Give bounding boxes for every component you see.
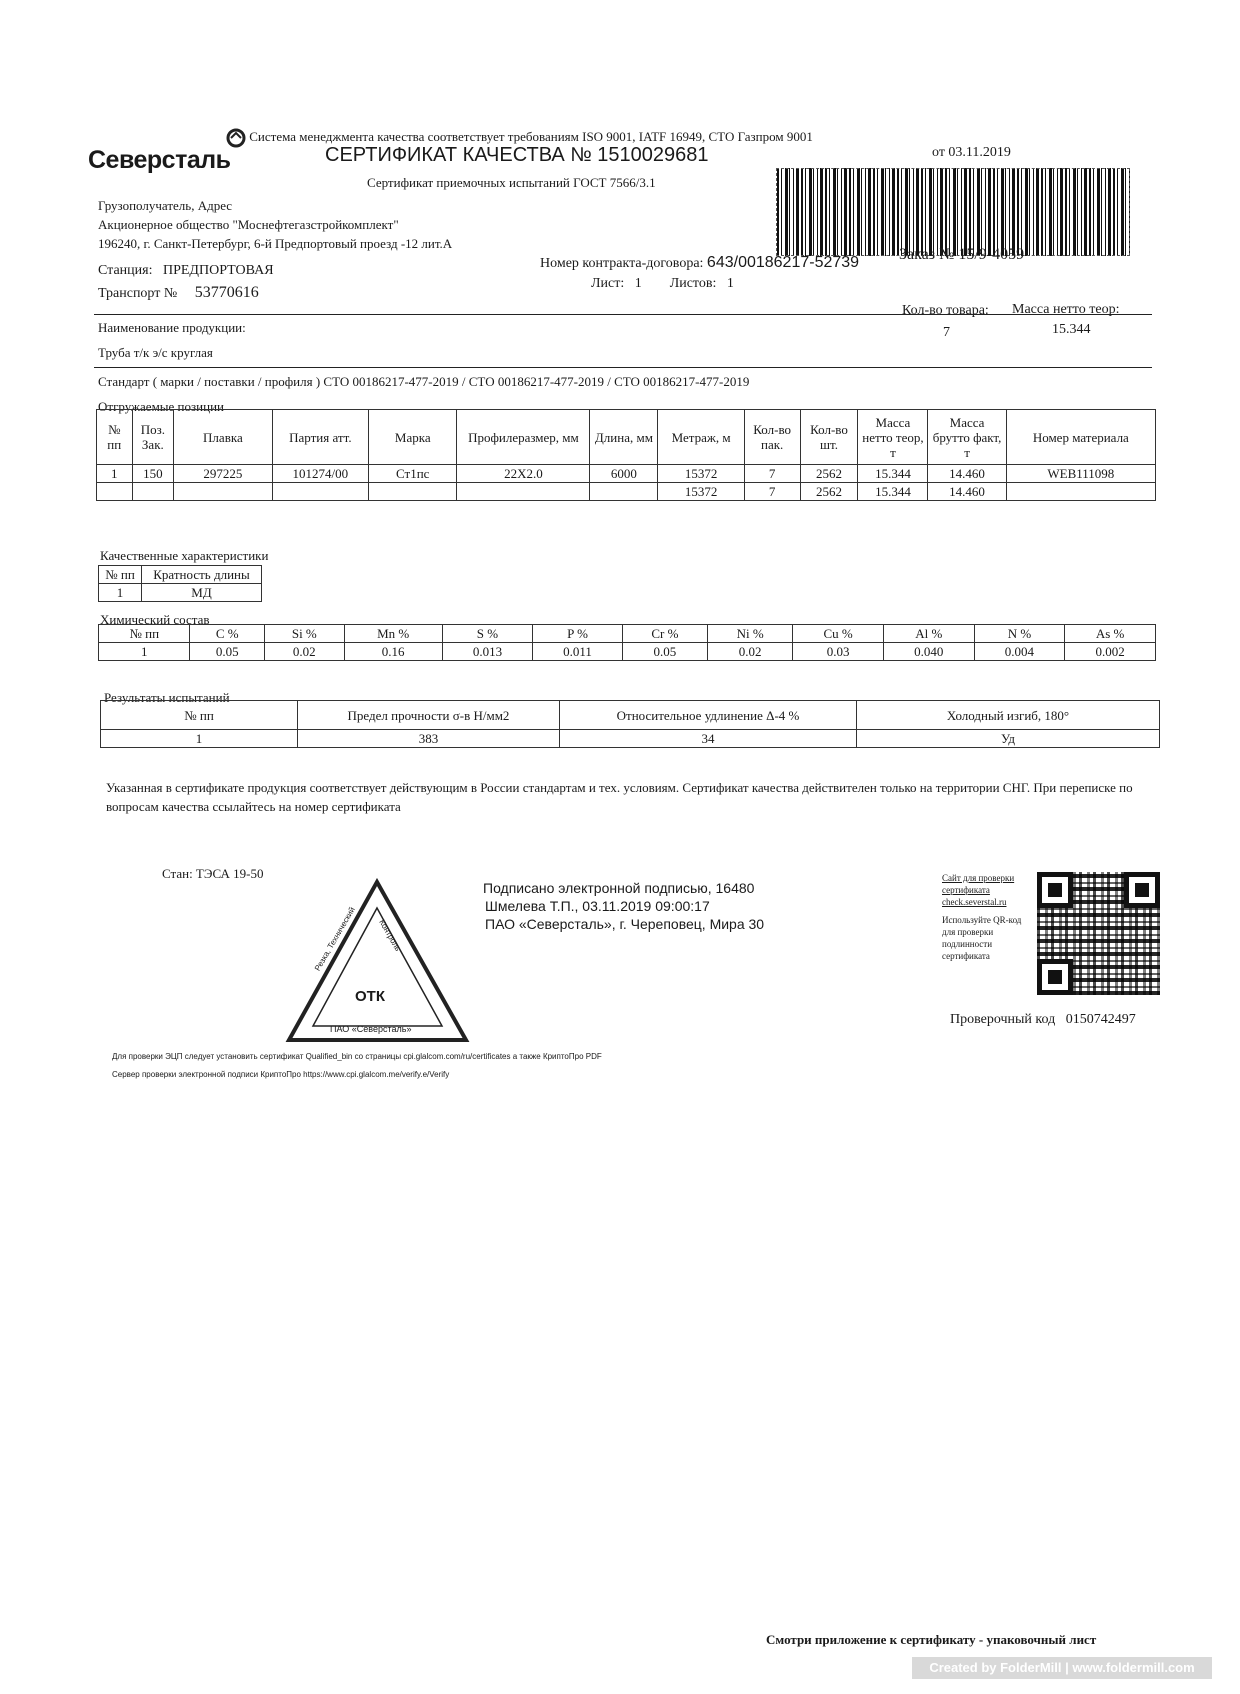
tests-header-cell: Предел прочности σ-в Н/мм2 (298, 701, 560, 730)
quality-header-cell: Кратность длины (142, 566, 262, 584)
table-cell: 101274/00 (272, 465, 368, 483)
table-cell: 15372 (658, 465, 744, 483)
chemistry-header-row (99, 625, 1156, 643)
table-cell: 6000 (590, 465, 658, 483)
otk-stamp (285, 878, 470, 1046)
table-cell (272, 483, 368, 501)
table-cell (590, 483, 658, 501)
chemistry-header-cell: S % (442, 625, 533, 643)
table-cell (369, 483, 457, 501)
table-cell: WEB111098 (1006, 465, 1155, 483)
table-cell: 7 (744, 483, 800, 501)
table-cell: 0.16 (344, 643, 442, 661)
table-cell: 34 (560, 730, 857, 748)
positions-header-cell: № пп (97, 410, 133, 465)
certificate-date: от 03.11.2019 (932, 145, 1011, 160)
table-row (101, 730, 1160, 748)
table-cell: 2562 (800, 483, 858, 501)
stamp-side-left: Резка, Технический (313, 905, 357, 973)
stamp-side-right: Контроль (377, 918, 403, 953)
tests-header-row (101, 701, 1160, 730)
quality-table (98, 565, 262, 602)
positions-header-cell: Поз. Зак. (132, 410, 174, 465)
divider-top (94, 314, 1152, 315)
compliance-text: Указанная в сертификате продукция соответствует действующим в России стандартам и тех. условиям. Сертификат качества действителен только на территории СНГ. При переписке по вопросам качества ссылайтесь на номер сертификата (106, 780, 1133, 814)
mill-label: Стан: ТЭСА 19-50 (162, 866, 264, 881)
qr-hint: Используйте QR-код для проверки подлинности сертификата (942, 915, 1022, 961)
certificate-title: СЕРТИФИКАТ КАЧЕСТВА № 1510029681 (325, 144, 709, 166)
divider-middle (94, 367, 1152, 368)
verification-site-link[interactable]: check.severstal.ru (942, 897, 1007, 907)
consignee-name: Акционерное общество "Моснефтегазстройкомплект" (98, 217, 399, 232)
qr-code[interactable] (1037, 872, 1160, 995)
sheet-row (591, 276, 734, 292)
table-cell: 14.460 (928, 465, 1006, 483)
contract-number: 643/00186217-52739 (706, 254, 860, 271)
tests-table (100, 700, 1160, 748)
qr-eye (1037, 872, 1073, 908)
qr-eye (1037, 959, 1073, 995)
ecp-line-2: Сервер проверки электронной подписи КриптоПро https://www.cpi.glalcom.me/verify.e/Verify (112, 1070, 450, 1079)
chemistry-header-cell: As % (1065, 625, 1156, 643)
table-cell: 1 (97, 465, 133, 483)
stamp-center-text: ОТК (355, 988, 385, 1005)
quality-header-row (99, 566, 262, 584)
table-row (97, 465, 1156, 483)
table-cell (97, 483, 133, 501)
order-number: Заказ № 15/9-4059 (899, 246, 1025, 263)
table-cell: 1 (101, 730, 298, 748)
check-code-value: 0150742497 (1065, 1012, 1136, 1027)
chemistry-header-cell: Si % (264, 625, 344, 643)
company-logo: Северсталь (88, 146, 231, 174)
positions-table (96, 409, 1156, 501)
tests-caption: Результаты испытаний (104, 690, 230, 705)
table-cell: 0.004 (974, 643, 1065, 661)
table-cell: 0.011 (533, 643, 622, 661)
chemistry-header-cell: C % (190, 625, 264, 643)
table-cell: 0.002 (1065, 643, 1156, 661)
qty-value: 7 (943, 325, 950, 340)
product-name-label: Наименование продукции: (98, 320, 246, 335)
table-row (99, 643, 1156, 661)
table-cell: 14.460 (928, 483, 1006, 501)
quality-caption: Качественные характеристики (100, 548, 269, 563)
station-row (98, 263, 274, 279)
severstal-logo-icon (226, 128, 246, 148)
check-code-label: Проверочный код (950, 1012, 1056, 1027)
consignee-address: 196240, г. Санкт-Петербург, 6-й Предпортовый проезд -12 лит.А (98, 236, 453, 251)
table-row (99, 584, 262, 602)
barcode (776, 168, 1130, 256)
positions-header-cell: Плавка (174, 410, 272, 465)
qty-label: Кол-во товара: (902, 303, 989, 318)
positions-header-cell: Масса нетто теор, т (858, 410, 928, 465)
stamp-bottom-text: ПАО «Северсталь» (330, 1024, 412, 1034)
table-cell: 22Х2.0 (457, 465, 590, 483)
chemistry-header-cell: № пп (99, 625, 190, 643)
sheets-value: 1 (726, 276, 734, 291)
chemistry-header-cell: Cu % (793, 625, 884, 643)
positions-header-cell: Длина, мм (590, 410, 658, 465)
contract-label: Номер контракта-договора: (540, 256, 704, 271)
sheets-label: Листов: (669, 276, 717, 291)
sheet-value: 1 (634, 276, 642, 291)
positions-header-cell: Метраж, м (658, 410, 744, 465)
table-cell (174, 483, 272, 501)
certificate-subtitle: Сертификат приемочных испытаний ГОСТ 7566/3.1 (367, 175, 656, 190)
table-cell (132, 483, 174, 501)
table-cell: 0.02 (708, 643, 793, 661)
product-name-value: Труба т/к э/с круглая (98, 345, 213, 360)
check-code-row (950, 1012, 1136, 1028)
chemistry-header-cell: N % (974, 625, 1065, 643)
table-cell: 0.040 (883, 643, 974, 661)
table-cell: Ст1пс (369, 465, 457, 483)
table-cell (457, 483, 590, 501)
positions-header-cell: Марка (369, 410, 457, 465)
contract-row (540, 254, 859, 272)
table-cell: 15372 (658, 483, 744, 501)
table-cell: 0.013 (442, 643, 533, 661)
positions-header-cell: Номер материала (1006, 410, 1155, 465)
table-cell: 15.344 (858, 465, 928, 483)
watermark: Created by FolderMill | www.foldermill.com (912, 1657, 1212, 1679)
consignee-label: Грузополучатель, Адрес (98, 198, 233, 213)
table-cell: Уд (857, 730, 1160, 748)
table-cell: 0.05 (190, 643, 264, 661)
tests-header-cell: Холодный изгиб, 180° (857, 701, 1160, 730)
signature-line-3: ПАО «Северсталь», г. Череповец, Мира 30 (485, 916, 765, 932)
verification-site-label: Сайт для проверки сертификата (942, 873, 1015, 895)
sheet-label: Лист: (591, 276, 625, 291)
table-cell: 1 (99, 584, 142, 602)
chemistry-header-cell: P % (533, 625, 622, 643)
otk-stamp-icon (285, 878, 470, 1046)
positions-header-cell: Кол-во шт. (800, 410, 858, 465)
table-cell: 15.344 (858, 483, 928, 501)
tests-header-cell: № пп (101, 701, 298, 730)
table-cell: 383 (298, 730, 560, 748)
qms-text: Система менеджмента качества соответствует требованиям ISO 9001, IATF 16949, СТО Газпром 9001 (249, 128, 813, 144)
chemistry-header-cell: Ni % (708, 625, 793, 643)
table-cell: 2562 (800, 465, 858, 483)
table-cell: 0.02 (264, 643, 344, 661)
mass-label: Масса нетто теор: (1012, 302, 1120, 317)
chemistry-header-cell: Cr % (622, 625, 707, 643)
positions-header-cell: Масса брутто факт, т (928, 410, 1006, 465)
table-cell: 1 (99, 643, 190, 661)
table-cell: 0.05 (622, 643, 707, 661)
ecp-line-1: Для проверки ЭЦП следует установить сертификат Qualified_bin со страницы cpi.glalcom.com/ru/certificates а также КриптоПро PDF (112, 1052, 602, 1061)
signature-line-1: Подписано электронной подписью, 16480 (483, 880, 755, 896)
station-label: Станция: (98, 263, 153, 278)
station-value: ПРЕДПОРТОВАЯ (162, 263, 274, 278)
table-cell: 7 (744, 465, 800, 483)
quality-header-cell: № пп (99, 566, 142, 584)
tests-header-cell: Относительное удлинение Δ-4 % (560, 701, 857, 730)
verification-block (942, 872, 1032, 962)
table-cell: 297225 (174, 465, 272, 483)
positions-header-cell: Профилеразмер, мм (457, 410, 590, 465)
chemistry-header-cell: Mn % (344, 625, 442, 643)
chemistry-header-cell: Al % (883, 625, 974, 643)
positions-header-cell: Кол-во пак. (744, 410, 800, 465)
appendix-note: Смотри приложение к сертификату - упаковочный лист (766, 1632, 1097, 1647)
transport-label: Транспорт № (98, 286, 178, 301)
chemistry-table (98, 624, 1156, 661)
positions-header-row (97, 410, 1156, 465)
table-cell (1006, 483, 1155, 501)
mass-value: 15.344 (1052, 322, 1091, 337)
transport-row (98, 284, 259, 302)
table-cell: 0.03 (793, 643, 884, 661)
signature-line-2: Шмелева Т.П., 03.11.2019 09:00:17 (485, 898, 710, 914)
positions-caption: Отгружаемые позиции (98, 399, 224, 414)
table-row (97, 483, 1156, 501)
standard-line: Стандарт ( марки / поставки / профиля ) СТО 00186217-477-2019 / СТО 00186217-477-2019 / СТО 00186217-477-2019 (98, 374, 750, 389)
qr-eye (1124, 872, 1160, 908)
transport-value: 53770616 (194, 284, 259, 301)
table-cell: МД (142, 584, 262, 602)
table-cell: 150 (132, 465, 174, 483)
chemistry-caption: Химический состав (100, 612, 210, 627)
positions-header-cell: Партия атт. (272, 410, 368, 465)
